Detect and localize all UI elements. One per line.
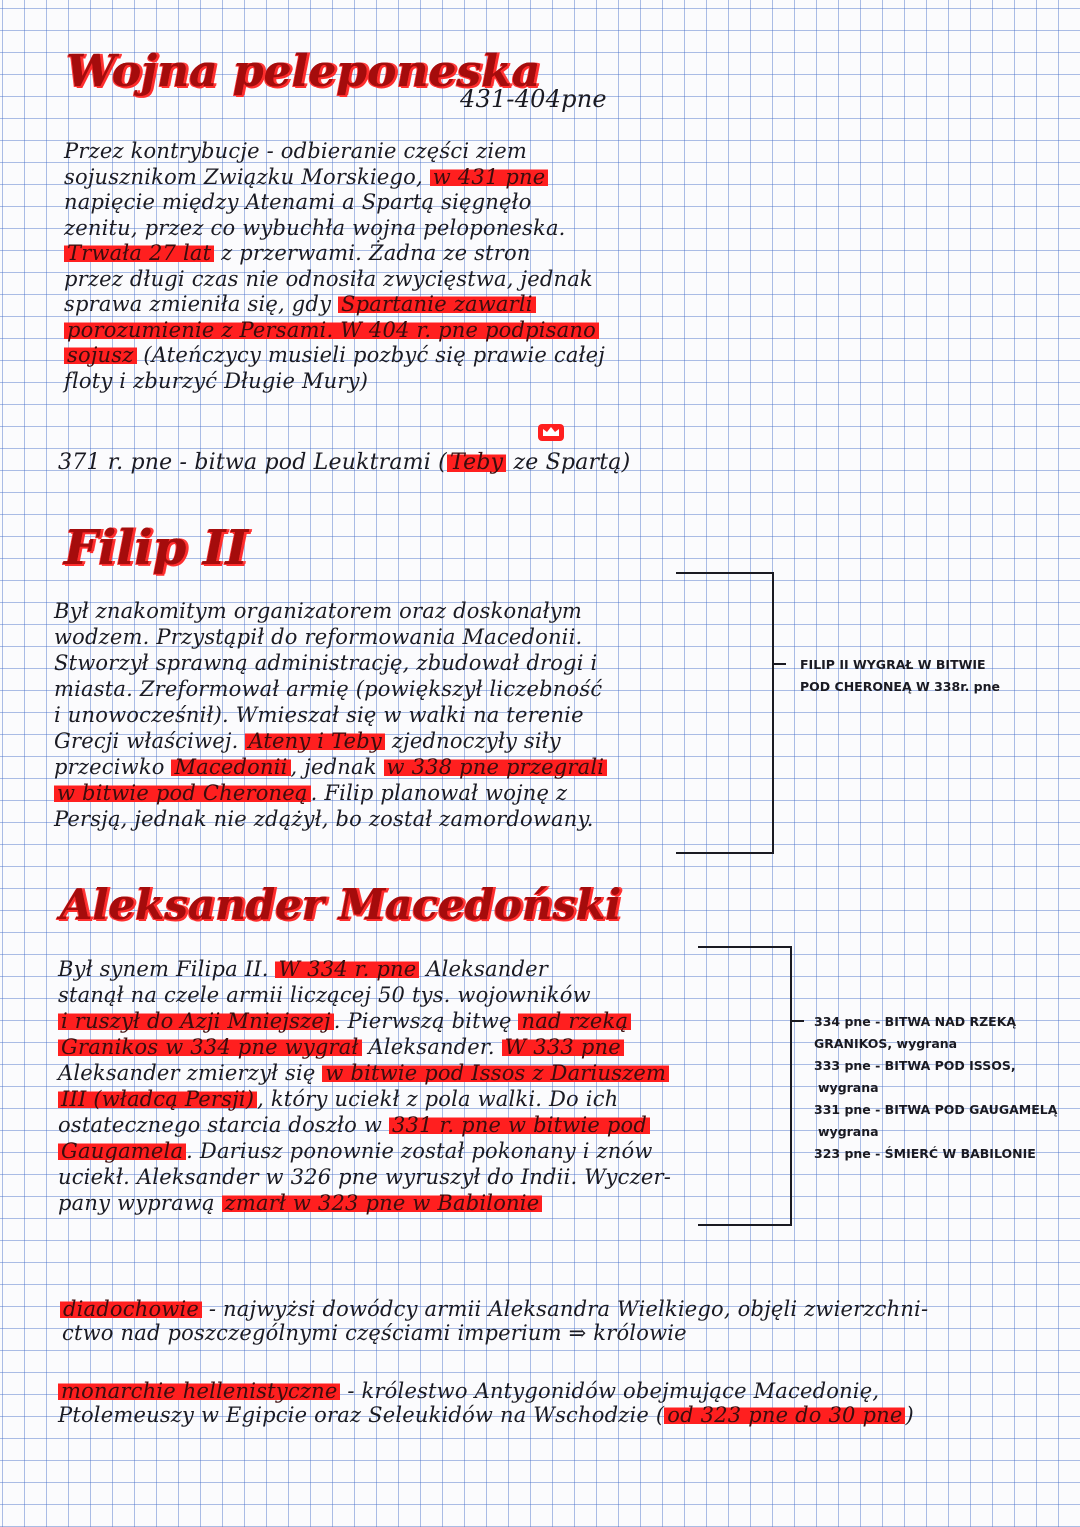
text-line <box>58 958 548 980</box>
highlighted-text: Gaugamela <box>58 1139 186 1163</box>
text-segment: Aleksander. <box>361 1035 502 1059</box>
text-segment: uciekł. Aleksander w 326 pne wyruszył do Indii. Wyczer- <box>58 1165 672 1189</box>
text-segment: Był synem Filipa II. <box>58 957 276 981</box>
text-line <box>58 1166 671 1188</box>
alexander-bracket-tick <box>790 1020 804 1022</box>
highlighted-text: III (władcą Persji) <box>58 1087 257 1111</box>
highlighted-text: Trwała 27 lat <box>64 241 214 265</box>
text-segment: sprawa zmieniła się, gdy <box>64 292 339 316</box>
alexander-side-note: 333 pne - BITWA POD ISSOS, <box>814 1058 1016 1073</box>
highlighted-text: nad rzeką <box>518 1009 631 1033</box>
section-title-peloponnesian: Wojna peleponeska <box>66 46 541 97</box>
text-line <box>64 140 527 162</box>
text-line <box>64 242 531 264</box>
text-line <box>58 1036 624 1058</box>
text-line <box>64 166 548 188</box>
text-line <box>54 782 567 804</box>
text-segment: wodzem. Przystąpił do reformowania Macedonii. <box>54 625 583 649</box>
peloponnesian-date: 431-404pne <box>460 85 607 113</box>
text-segment: , jednak <box>290 755 384 779</box>
text-segment: Był znakomitym organizatorem oraz doskonałym <box>54 599 582 623</box>
highlighted-text: zmarł w 323 pne w Babilonie <box>222 1191 543 1215</box>
highlighted-text: W 334 r. pne <box>275 957 419 981</box>
battle-note <box>58 452 630 474</box>
highlighted-text: Macedonii <box>171 755 290 779</box>
text-segment: . Dariusz ponownie został pokonany i znów <box>186 1139 653 1163</box>
highlighted-text: w 431 pne <box>430 165 549 189</box>
text-line <box>58 1114 650 1136</box>
section-title-philip: Filip II <box>64 520 248 576</box>
alexander-side-note: GRANIKOS, wygrana <box>814 1036 958 1051</box>
text-segment: pany wyprawą <box>58 1191 222 1215</box>
diadochi-line-2: ctwo nad poszczególnymi częściami imperium ⇒ królowie <box>62 1321 687 1345</box>
alexander-bracket <box>698 946 792 1226</box>
highlighted-text: sojusz <box>64 343 137 367</box>
text-line <box>64 217 566 239</box>
text-segment: zjednoczyły siły <box>384 729 561 753</box>
text-line <box>54 652 597 674</box>
text-segment: ostatecznego starcia doszło w <box>58 1113 389 1137</box>
text-segment: Grecji właściwej. <box>54 729 246 753</box>
text-segment: floty i zburzyć Długie Mury) <box>64 368 369 393</box>
highlighted-text: W 333 pne <box>502 1035 624 1059</box>
battle-note-highlight: Teby <box>447 450 506 475</box>
text-line <box>54 704 584 726</box>
section-title-alexander: Aleksander Macedoński <box>60 880 622 929</box>
text-line <box>58 1192 542 1214</box>
highlighted-text: w 338 pne przegrali <box>384 755 608 779</box>
highlighted-text: w bitwie pod Cheroneą <box>54 781 311 805</box>
diadochi-definition-1: - najwyżsi dowódcy armii Aleksandra Wielkiego, objęli zwierzchni- <box>202 1297 929 1321</box>
monarchies-term: monarchie hellenistyczne <box>58 1379 340 1403</box>
text-line <box>64 268 593 290</box>
battle-note-post: ze Spartą) <box>506 450 631 475</box>
alexander-side-note: wygrana <box>818 1124 879 1139</box>
text-line <box>58 1088 618 1110</box>
text-line <box>64 293 536 315</box>
highlighted-text: porozumienie z Persami. W 404 r. pne podpisano <box>64 318 599 342</box>
philip-side-note-1: FILIP II WYGRAŁ W BITWIE <box>800 657 986 672</box>
text-line <box>64 319 599 341</box>
text-segment: Stworzył sprawną administrację, zbudował drogi i <box>54 651 598 675</box>
text-line <box>54 808 594 830</box>
monarchies-definition-end: ) <box>905 1403 914 1427</box>
highlighted-text: Spartanie zawarli <box>338 292 536 316</box>
text-segment: stanął na czele armii liczącej 50 tys. wojowników <box>58 983 591 1007</box>
monarchies-line-1 <box>58 1380 879 1402</box>
monarchies-line-2 <box>58 1404 914 1426</box>
highlighted-text: w bitwie pod Issos z Dariuszem <box>322 1061 669 1085</box>
text-segment: Aleksander <box>419 957 549 981</box>
text-segment: z przerwami. Żadna ze stron <box>214 241 531 265</box>
diadochi-line-1 <box>60 1298 928 1320</box>
text-segment: , który uciekł z pola walki. Do ich <box>257 1087 619 1111</box>
text-segment: Aleksander zmierzył się <box>58 1061 323 1085</box>
text-line <box>54 600 582 622</box>
text-line <box>58 1062 669 1084</box>
battle-note-pre: 371 r. pne - bitwa pod Leuktrami ( <box>58 450 447 475</box>
alexander-side-note: wygrana <box>818 1080 879 1095</box>
alexander-side-note: 323 pne - ŚMIERĆ W BABILONIE <box>814 1146 1036 1161</box>
text-line <box>58 1010 631 1032</box>
text-line <box>54 756 607 778</box>
text-segment: (Ateńczycy musieli pozbyć się prawie całej <box>136 343 605 367</box>
text-segment: przez długi czas nie odnosiła zwycięstwa, jednak <box>64 266 593 291</box>
philip-bracket <box>676 572 774 854</box>
text-line <box>64 344 605 366</box>
monarchies-date-highlight: od 323 pne do 30 pne <box>664 1403 905 1427</box>
text-segment: przeciwko <box>54 755 172 779</box>
highlighted-text: 331 r. pne w bitwie pod <box>389 1113 650 1137</box>
text-line <box>58 1140 653 1162</box>
text-segment: napięcie między Atenami a Spartą sięgnęło <box>64 190 532 214</box>
text-segment: i unowocześnił). Wmieszał się w walki na terenie <box>54 703 584 727</box>
monarchies-definition-2: Ptolemeuszy w Egipcie oraz Seleukidów na Wschodzie ( <box>58 1403 665 1427</box>
crown-icon <box>536 422 566 446</box>
text-line <box>64 191 532 213</box>
monarchies-definition-1: - królestwo Antygonidów obejmujące Macedonię, <box>340 1379 880 1403</box>
text-line <box>54 626 582 648</box>
highlighted-text: Granikos w 334 pne wygrał <box>58 1035 362 1059</box>
text-segment: sojusznikom Związku Morskiego, <box>64 164 430 189</box>
text-segment: . Pierwszą bitwę <box>333 1009 519 1033</box>
text-line <box>54 730 561 752</box>
text-segment: Przez kontrybucje - odbieranie części ziem <box>64 139 528 163</box>
highlighted-text: i ruszył do Azji Mniejszej <box>58 1009 334 1033</box>
philip-side-note-2: POD CHERONEĄ W 338r. pne <box>800 679 1001 694</box>
text-segment: miasta. Zreformował armię (powiększył liczebność <box>54 677 603 701</box>
text-segment: Persją, jednak nie zdążył, bo został zamordowany. <box>54 807 594 831</box>
alexander-side-note: 331 pne - BITWA POD GAUGAMELĄ <box>814 1102 1058 1117</box>
text-segment: . Filip planował wojnę z <box>310 781 568 805</box>
text-line <box>58 984 591 1006</box>
philip-bracket-tick <box>772 663 786 665</box>
text-line <box>54 678 602 700</box>
text-line <box>64 370 368 392</box>
text-segment: zenitu, przez co wybuchła wojna peloponeska. <box>64 215 566 240</box>
diadochi-term: diadochowie <box>60 1297 202 1321</box>
alexander-side-note: 334 pne - BITWA NAD RZEKĄ <box>814 1014 1017 1029</box>
highlighted-text: Ateny i Teby <box>245 729 385 753</box>
